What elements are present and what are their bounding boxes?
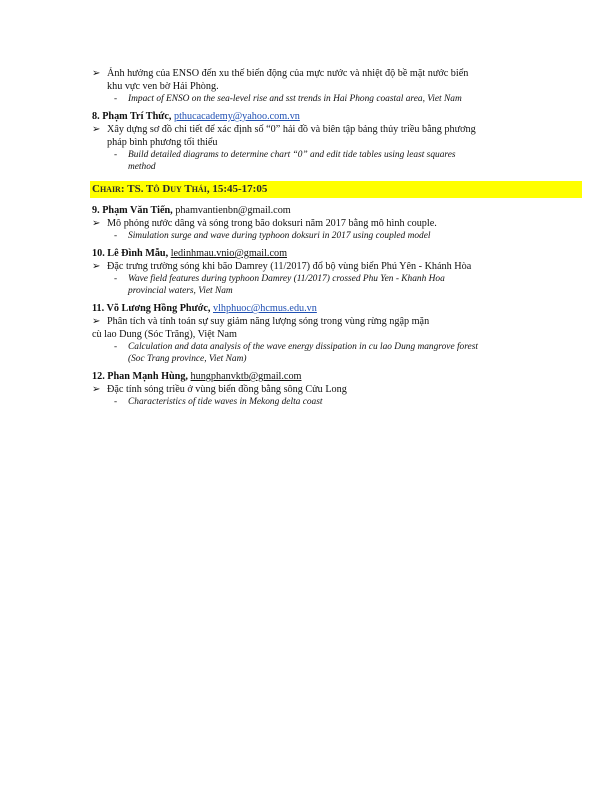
intro-english — [92, 93, 572, 105]
talk-title — [92, 123, 572, 149]
dash-bullet: - — [114, 397, 118, 407]
dash-bullet: - — [114, 274, 118, 284]
arrow-bullet-icon: ➢ — [92, 261, 101, 272]
chair-name: TS. Tô Duy Thái, — [127, 183, 210, 195]
author-line-11 — [92, 302, 572, 315]
author-email-link[interactable]: ledinhmau.vnio@gmail.com — [170, 248, 288, 259]
talk-english-line1: Wave field features during typhoon Damrey (11/2017) crossed Phu Yen - Khanh Hoa — [128, 274, 445, 284]
author-name: 8. Phạm Trí Thức, — [92, 111, 172, 122]
arrow-bullet-icon: ➢ — [92, 316, 101, 327]
chair-time: 15:45-17:05 — [212, 183, 268, 195]
dash-bullet: - — [114, 342, 118, 352]
author-email-link[interactable]: vlhphuoc@hcmus.edu.vn — [212, 303, 317, 314]
dash-bullet: - — [114, 94, 118, 104]
intro-title-line2: khu vực ven bờ Hải Phòng. — [107, 81, 219, 92]
chair-prefix: Chair: — [92, 183, 125, 195]
intro-english-text: Impact of ENSO on the sea-level rise and sst trends in Hai Phong coastal area, Viet Nam — [128, 94, 462, 104]
talk-english-line2: (Soc Trang province, Viet Nam) — [128, 354, 247, 364]
talk-english-line1: Characteristics of tide waves in Mekong delta coast — [128, 397, 323, 407]
talk-title-line1: Phân tích và tính toán sự suy giảm năng lượng sóng trong vùng rừng ngập mặn — [107, 316, 430, 327]
talk-title — [92, 315, 572, 328]
arrow-bullet-icon: ➢ — [92, 218, 101, 229]
author-name: 9. Phạm Văn Tiến, — [92, 205, 173, 216]
talk-english-line1: Calculation and data analysis of the wave energy dissipation in cu lao Dung mangrove forest — [128, 342, 478, 352]
author-line-12 — [92, 370, 572, 383]
author-name: 10. Lê Đình Mẫu, — [92, 248, 169, 259]
talk-title-line1: Mô phỏng nước dâng và sóng trong bão doksuri năm 2017 bằng mô hình couple. — [107, 218, 437, 229]
author-name: 12. Phan Mạnh Hùng, — [92, 371, 188, 382]
author-email-link[interactable]: pthucacademy@yahoo.com.vn — [173, 111, 300, 122]
talk-english-line1: Build detailed diagrams to determine chart “0” and edit tide tables using least squares — [128, 150, 456, 160]
dash-bullet: - — [114, 150, 118, 160]
author-email-link[interactable]: hungphanvktb@gmail.com — [190, 371, 302, 382]
author-line-10 — [92, 247, 572, 260]
talk-english-line1: Simulation surge and wave during typhoon doksuri in 2017 using coupled model — [128, 231, 431, 241]
talk-title-line1: Xây dựng sơ đồ chi tiết để xác định số “0” hải đồ và biên tập bảng thủy triều bằng phương — [107, 124, 476, 135]
talk-english — [92, 230, 572, 242]
talk-english — [92, 396, 572, 408]
talk-title-line2: pháp bình phương tối thiểu — [107, 137, 218, 148]
talk-english-line2: method — [128, 162, 156, 172]
talk-english — [92, 341, 572, 365]
author-name: 11. Võ Lương Hồng Phước, — [92, 303, 211, 314]
talk-english — [92, 149, 572, 173]
arrow-bullet-icon: ➢ — [92, 124, 101, 135]
talk-title — [92, 383, 572, 396]
talk-title-line2: cù lao Dung (Sóc Trăng), Việt Nam — [92, 329, 237, 340]
author-email[interactable]: phamvantienbn@gmail.com — [175, 205, 291, 216]
session-chair-banner — [90, 181, 582, 198]
talk-title-line1: Đặc trưng trường sóng khi bão Damrey (11/2017) đổ bộ vùng biển Phú Yên - Khánh Hòa — [107, 261, 472, 272]
arrow-bullet-icon: ➢ — [92, 384, 101, 395]
intro-title-line1: Ảnh hưởng của ENSO đến xu thế biến động của mực nước và nhiệt độ bề mặt nước biển — [107, 68, 469, 79]
arrow-bullet-icon: ➢ — [92, 68, 101, 79]
talk-title — [92, 217, 572, 230]
author-line-8 — [92, 110, 572, 123]
author-line-9 — [92, 204, 572, 217]
talk-title — [92, 260, 572, 273]
dash-bullet: - — [114, 231, 118, 241]
intro-title — [92, 67, 572, 93]
talk-english-line2: provincial waters, Viet Nam — [128, 286, 233, 296]
talk-title-line1: Đặc tính sóng triều ở vùng biển đồng bằng sông Cửu Long — [107, 384, 347, 395]
talk-english — [92, 273, 572, 297]
